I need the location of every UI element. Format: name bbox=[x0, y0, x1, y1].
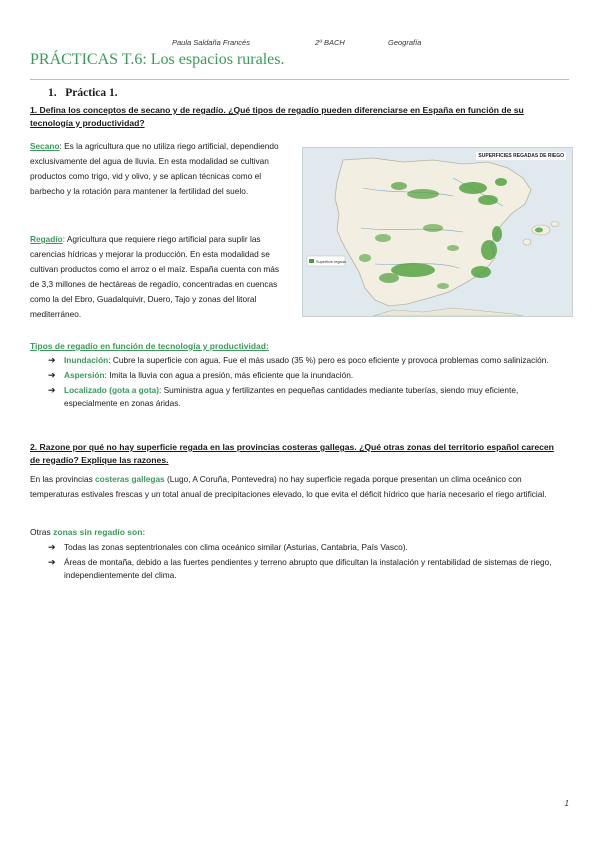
regadio-paragraph bbox=[30, 232, 280, 322]
irrigation-types-title: Tipos de regadío en función de tecnología y productividad: bbox=[30, 341, 269, 351]
galicia-text-before: En las provincias bbox=[30, 474, 96, 484]
irrigation-types-list bbox=[48, 354, 568, 412]
galicia-paragraph bbox=[30, 472, 560, 502]
legend-label: Superficie regada bbox=[316, 260, 346, 264]
section-label: Práctica 1. bbox=[65, 87, 118, 99]
type-text: : Imita la lluvia con agua a presión, más eficiente que la inundación. bbox=[104, 370, 354, 380]
title-divider bbox=[30, 79, 569, 80]
type-label: Localizado (gota a gota) bbox=[64, 385, 159, 395]
arrow-icon: ➔ bbox=[48, 542, 56, 552]
question-2: 2. Razone por qué no hay superficie regada en las provincias costeras gallegas. ¿Qué otras zonas del territorio español carecen de regadío? Explique las razones. bbox=[30, 442, 554, 465]
zone-text: Áreas de montaña, debido a las fuertes pendientes y terreno abrupto que dificultan la instalación y rentabilidad de sistemas de riego, independientemente del clima. bbox=[64, 557, 552, 580]
others-title bbox=[30, 527, 145, 537]
header-subject: Geografía bbox=[388, 38, 422, 47]
list-item bbox=[48, 354, 568, 367]
secano-paragraph bbox=[30, 139, 296, 199]
irrigation-map bbox=[302, 147, 573, 317]
galicia-highlight: costeras gallegas bbox=[95, 474, 165, 484]
others-before: Otras bbox=[30, 527, 54, 537]
type-label: Inundación bbox=[64, 355, 109, 365]
galicia-text-after: (Lugo, A Coruña, Pontevedra) no hay superficie regada porque presentan un clima oceánico con temperaturas estivales frescas y un total anual de precipitaciones elevado, lo que evita el déficit hídrico que haría necesario el riego artificial. bbox=[30, 474, 547, 499]
arrow-icon: ➔ bbox=[48, 355, 56, 365]
secano-text: : Es la agricultura que no utiliza riego artificial, dependiendo exclusivamente del agua de lluvia. En esta modalidad se cultivan productos como trigo, vid y olivo, y se aplican técnicas como el barbecho y la rotación para mantener la fertilidad del suelo. bbox=[30, 141, 279, 196]
list-item bbox=[48, 541, 568, 554]
map-legend bbox=[307, 256, 347, 266]
arrow-icon: ➔ bbox=[48, 385, 56, 395]
page-number: 1 bbox=[564, 799, 569, 808]
section-number: 1. bbox=[48, 87, 57, 99]
regadio-term: Regadío bbox=[30, 234, 63, 244]
arrow-icon: ➔ bbox=[48, 557, 56, 567]
header-course: 2º BACH bbox=[315, 38, 345, 47]
type-text: : Cubre la superficie con agua. Fue el más usado (35 %) pero es poco eficiente y provoca problemas como salinización. bbox=[108, 355, 549, 365]
regadio-text: : Agricultura que requiere riego artificial para suplir las carencias hídricas y mejorar la producción. En esta modalidad se cultivan productos como el arroz o el maíz. España cuenta con más de 3,3 millones de hectáreas de regadío, concentradas en cuencas como la del Ebro, Guadalquivir, Duero, Tajo y zonas del litoral mediterráneo. bbox=[30, 234, 280, 319]
zone-text: Todas las zonas septentrionales con clima oceánico similar (Asturias, Cantabria, País Vasco). bbox=[64, 542, 408, 552]
type-text: : Suministra agua y fertilizantes en pequeñas cantidades mediante tuberías, siendo muy eficiente, especialmente en zonas áridas. bbox=[64, 385, 519, 408]
list-item bbox=[48, 384, 568, 410]
map-title: SUPERFICIES REGADAS DE RIEGO bbox=[478, 153, 564, 159]
map-graphic bbox=[303, 148, 572, 316]
legend-swatch bbox=[309, 259, 314, 263]
list-item bbox=[48, 556, 568, 582]
page-title: PRÁCTICAS T.6: Los espacios rurales. bbox=[30, 51, 285, 68]
others-highlight: zonas sin regadío son: bbox=[53, 527, 146, 537]
section-heading bbox=[48, 87, 118, 99]
header-author: Paula Saldaña Francés bbox=[172, 38, 250, 47]
no-irrigation-list bbox=[48, 541, 568, 584]
list-item bbox=[48, 369, 568, 382]
type-label: Aspersión bbox=[64, 370, 105, 380]
arrow-icon: ➔ bbox=[48, 370, 56, 380]
question-1: 1. Defina los conceptos de secano y de regadío. ¿Qué tipos de regadío pueden diferenciarse en España en función de su tecnología y productividad? bbox=[30, 105, 524, 128]
secano-term: Secano bbox=[30, 141, 60, 151]
